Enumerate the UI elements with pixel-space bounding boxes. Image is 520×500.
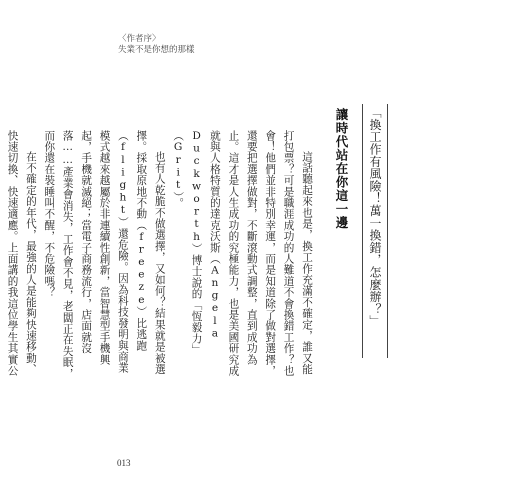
section-title: 讓時代站在你這一邊 bbox=[334, 108, 349, 230]
paragraph: 也有人乾脆不做選擇，又如何？結果就是被選擇。採取原地不動（freeze）比逃跑（flight）還危險。因為科技發明與商業模式越來越屬於非連續性創新，當智慧型手機興起，手機就滅絕；當電子商務流行，店面就沒落……產業會消失，工作會不見，老闆正在失眠，而你還在裝睡叫不醒，不危險嗎？ bbox=[43, 130, 166, 380]
quote-box bbox=[362, 104, 388, 358]
quote-text: 「換工作有風險！萬一換錯，怎麼辦？」 bbox=[368, 106, 382, 328]
body-text bbox=[6, 130, 316, 380]
paragraph: 在不確定的年代，最強的人是能夠快速移動、快速切換、快速適應。上面講的我這位學生其實公 bbox=[6, 130, 37, 377]
header-chapter-title: 失業不是你想的那樣 bbox=[118, 45, 195, 55]
page-number: 013 bbox=[117, 458, 131, 468]
paragraph: 這話聽起來也是，換工作充滿不確定，誰又能打包票？可是職涯成功的人難道不會換錯工作？也會！他們並非特別幸運，而是知道除了做對選擇，還要把選擇做對，不斷滾動式調整，直到成功為止。這才是人生成功的究極能力，也是美國研究成就與人格特質的達克沃斯（Angela Duckworth）博士說的「恆毅力」（Grit）。 bbox=[172, 130, 313, 377]
running-header bbox=[118, 34, 195, 56]
header-preface-label: 〈作者序〉 bbox=[118, 34, 161, 44]
